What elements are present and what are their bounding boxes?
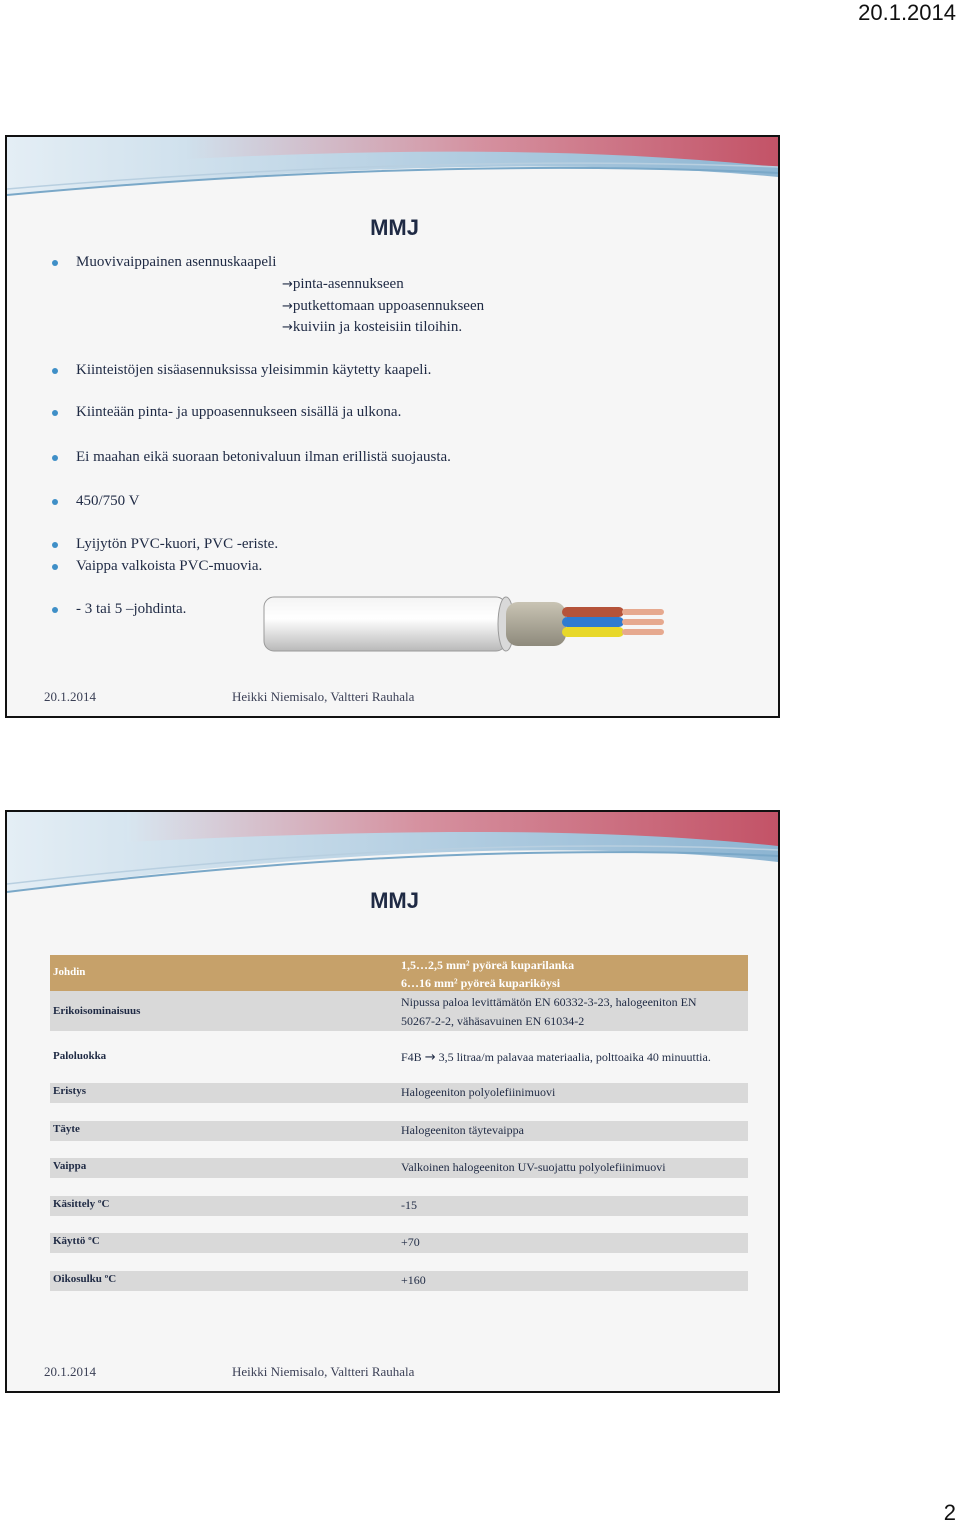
table-row-band	[50, 1196, 748, 1216]
row-value: 50267-2-2, vähäsavuinen EN 61034-2	[401, 1014, 585, 1028]
arrow-right-icon: →	[282, 320, 293, 335]
cable-illustration	[262, 595, 672, 655]
arrow-right-icon: →	[282, 299, 293, 314]
table-header-row	[50, 955, 748, 991]
bullet-dot-icon	[52, 499, 58, 505]
sub-item: →kuiviin ja kosteisiin tiloihin.	[282, 319, 463, 335]
table-row-band	[50, 1083, 748, 1103]
bullet-dot-icon	[52, 368, 58, 374]
table-row-band	[50, 1233, 748, 1253]
row-value: Halogeeniton polyolefiinimuovi	[401, 1085, 556, 1099]
slide-2	[5, 810, 780, 1393]
slide-title: MMJ	[370, 888, 419, 913]
page-number: 2	[943, 1500, 956, 1525]
row-value: Halogeeniton täytevaippa	[401, 1123, 524, 1137]
footer-authors: Heikki Niemisalo, Valtteri Rauhala	[232, 689, 415, 704]
footer-authors: Heikki Niemisalo, Valtteri Rauhala	[232, 1364, 415, 1379]
footer-date: 20.1.2014	[44, 1364, 96, 1379]
slide-1: MMJ Muovivaippainen asennuskaapeli →pinta-asennukseen →putkettomaan uppoasennukseen →kuiviin ja kosteisiin tiloihin. Kiinteistöjen sisäasennuksissa yleisimmin käytetty kaapeli. Kiinteään pinta- ja uppoasennukseen sisällä ja ulkona. Ei maahan eikä suoraan betonivaluun ilman erillistä suojausta. 450/750 V Lyijytön PVC-kuori, PVC -eriste. Vaippa valkoista PVC-muovia. - 3 tai 5 –johdinta. 20.1.2014 Heikki Niemisalo, Valtteri Rauhala	[5, 135, 780, 718]
bullet-dot-icon	[52, 410, 58, 416]
slide-title: MMJ	[370, 215, 419, 240]
bullet-dot-icon	[52, 607, 58, 613]
row-value: Valkoinen halogeeniton UV-suojattu polyolefiinimuovi	[401, 1160, 666, 1174]
row-value: +70	[401, 1235, 420, 1249]
row-value: F4B → 3,5 litraa/m palavaa materiaalia, polttoaika 40 minuuttia.	[401, 1050, 711, 1065]
row-value: Nipussa paloa levittämätön EN 60332-3-23, halogeeniton EN	[401, 995, 697, 1009]
table-row	[50, 991, 748, 1031]
table-row-band	[50, 1271, 748, 1291]
arrow-right-icon: →	[424, 1050, 436, 1065]
row-label: Paloluokka	[53, 1050, 107, 1062]
sub-item: →pinta-asennukseen	[282, 276, 404, 292]
row-label: Käyttö ºC	[53, 1235, 100, 1247]
table-row-band	[50, 1121, 748, 1141]
row-label: Erikoisominaisuus	[53, 1005, 141, 1017]
row-label: Vaippa	[53, 1160, 87, 1172]
row-label: Johdin	[53, 966, 86, 978]
row-label: Oikosulku ºC	[53, 1273, 117, 1285]
bullet-dot-icon	[52, 564, 58, 570]
footer-date: 20.1.2014	[44, 689, 96, 704]
bullet-dot-icon	[52, 260, 58, 266]
row-label: Täyte	[53, 1123, 80, 1135]
sub-item: →putkettomaan uppoasennukseen	[282, 298, 485, 314]
row-value: -15	[401, 1198, 417, 1212]
header-wave-decoration	[7, 137, 778, 207]
row-value: 6…16 mm² pyöreä kupariköysi	[401, 976, 561, 990]
row-value: +160	[401, 1273, 426, 1287]
arrow-right-icon: →	[282, 277, 293, 292]
row-value: 1,5…2,5 mm² pyöreä kuparilanka	[401, 958, 575, 972]
row-label: Käsittely ºC	[53, 1198, 110, 1210]
bullet-dot-icon	[52, 455, 58, 461]
page-date: 20.1.2014	[858, 0, 956, 25]
row-label: Eristys	[53, 1085, 86, 1097]
bullet-dot-icon	[52, 542, 58, 548]
